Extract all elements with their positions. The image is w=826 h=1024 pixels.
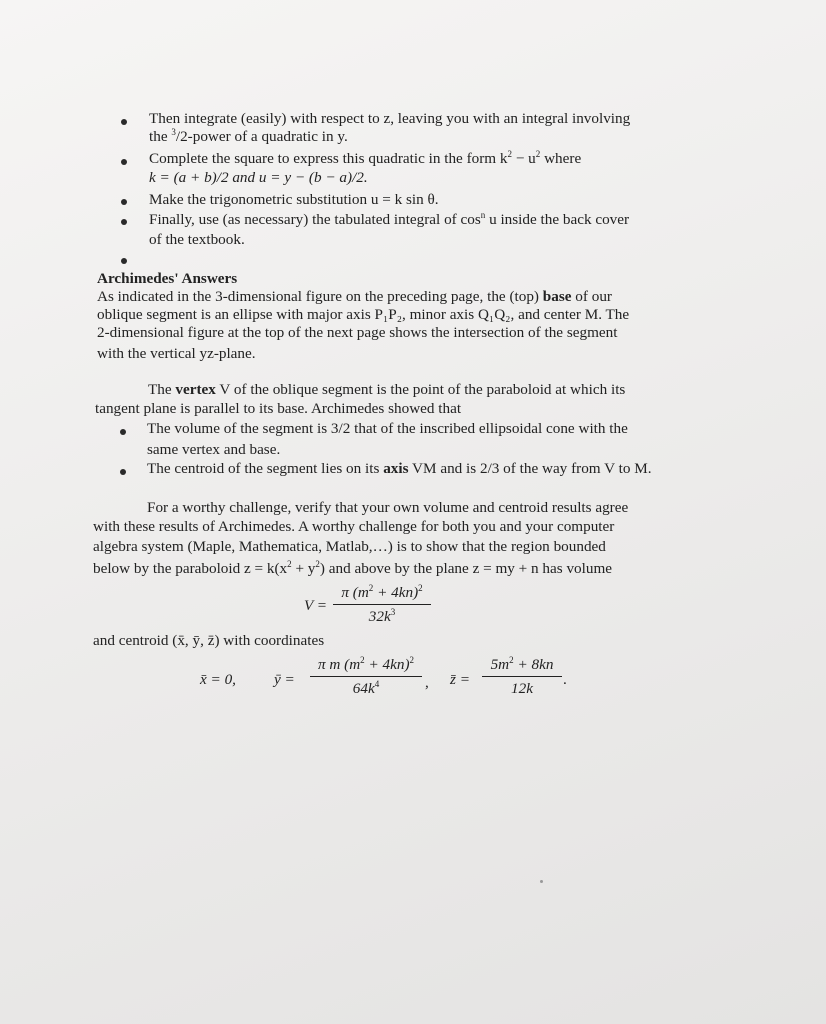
volume-fraction [333,584,431,626]
bullet-4-line-1: Finally, use (as necessary) the tabulated integral of $\cos^n u$ inside the back cover [149,209,630,228]
ybar-numerator: π m $(m^2 + 4kn)^2$ [317,654,415,673]
bullet-dot [120,429,126,435]
para-1-line-4: with the vertical yz-plane. [97,345,256,362]
challenge-line-2: with these results of Archimedes. A worthy challenge for both you and your computer [93,518,615,535]
ybar-comma: , [425,674,429,691]
challenge-line-4: below by the paraboloid $z = k(x^2 + y^2)$ and above by the plane z = my + n has volume [93,558,613,577]
bullet-2-line-2: k = (a + b)/2 and u = y − (b − a)/2. [149,169,368,186]
bullet-4-line-2: of the textbook. [149,231,245,248]
ybar-fraction [310,656,422,698]
bullet-3: Make the trigonometric substitution u = k sin θ. [149,191,439,208]
centroid-line: and centroid (x̄, ȳ, z̄) with coordinates [93,632,325,649]
zbar-period: . [563,671,567,688]
para-1-line-2: oblique segment is an ellipse with major axis P₁P₂, minor axis Q₁Q₂, and center M. The [97,306,630,323]
fraction-bar [482,676,562,677]
zbar-fraction [482,656,562,698]
paper-speck [540,880,543,883]
section-heading: Archimedes' Answers [97,270,238,287]
zbar-numerator: $5m^2 + 8kn$ [490,654,554,673]
volume-lhs: V = [304,597,328,614]
ybar-denominator: $64k^4$ [352,678,380,697]
bullet-2-line-1: Complete the square to express this quadratic in the form $k^2 - u^2$ where [149,148,582,167]
xbar-value: x̄ = 0, [200,671,236,688]
challenge-line-3: algebra system (Maple, Mathematica, Matlab,…) is to show that the region bounded [93,538,606,555]
fraction-bar [310,676,422,677]
challenge-line-1: For a worthy challenge, verify that your own volume and centroid results agree [147,499,629,516]
bullet-dot [121,219,127,225]
ybar-lhs: ȳ = [274,671,295,688]
bullet-dot-empty [121,258,127,264]
fraction-bar [333,604,431,605]
para-2-bullet-1-line-1: The volume of the segment is 3/2 that of the inscribed ellipsoidal cone with the [147,420,628,437]
bullet-dot [120,469,126,475]
volume-numerator: π $(m^2 + 4kn)^2$ [341,582,423,601]
para-2-line-2: tangent plane is parallel to its base. Archimedes showed that [95,400,462,417]
bullet-1-line-2: the $^3$/2-power of a quadratic in y. [149,126,348,145]
bullet-dot [121,159,127,165]
bullet-1-line-1: Then integrate (easily) with respect to z, leaving you with an integral involving [149,110,631,127]
zbar-denominator: 12k [511,680,533,697]
zbar-lhs: z̄ = [450,671,470,688]
para-1-line-3: 2-dimensional figure at the top of the next page shows the intersection of the segment [97,324,618,341]
para-1-line-1: As indicated in the 3-dimensional figure on the preceding page, the (top) base of our [97,288,612,305]
para-2-bullet-2: The centroid of the segment lies on its axis VM and is 2/3 of the way from V to M. [147,460,652,477]
bullet-dot [121,199,127,205]
para-2-line-1: The vertex V of the oblique segment is the point of the paraboloid at which its [148,381,626,398]
volume-denominator: $32k^3$ [368,606,396,625]
para-2-bullet-1-line-2: same vertex and base. [147,441,281,458]
bullet-dot [121,119,127,125]
